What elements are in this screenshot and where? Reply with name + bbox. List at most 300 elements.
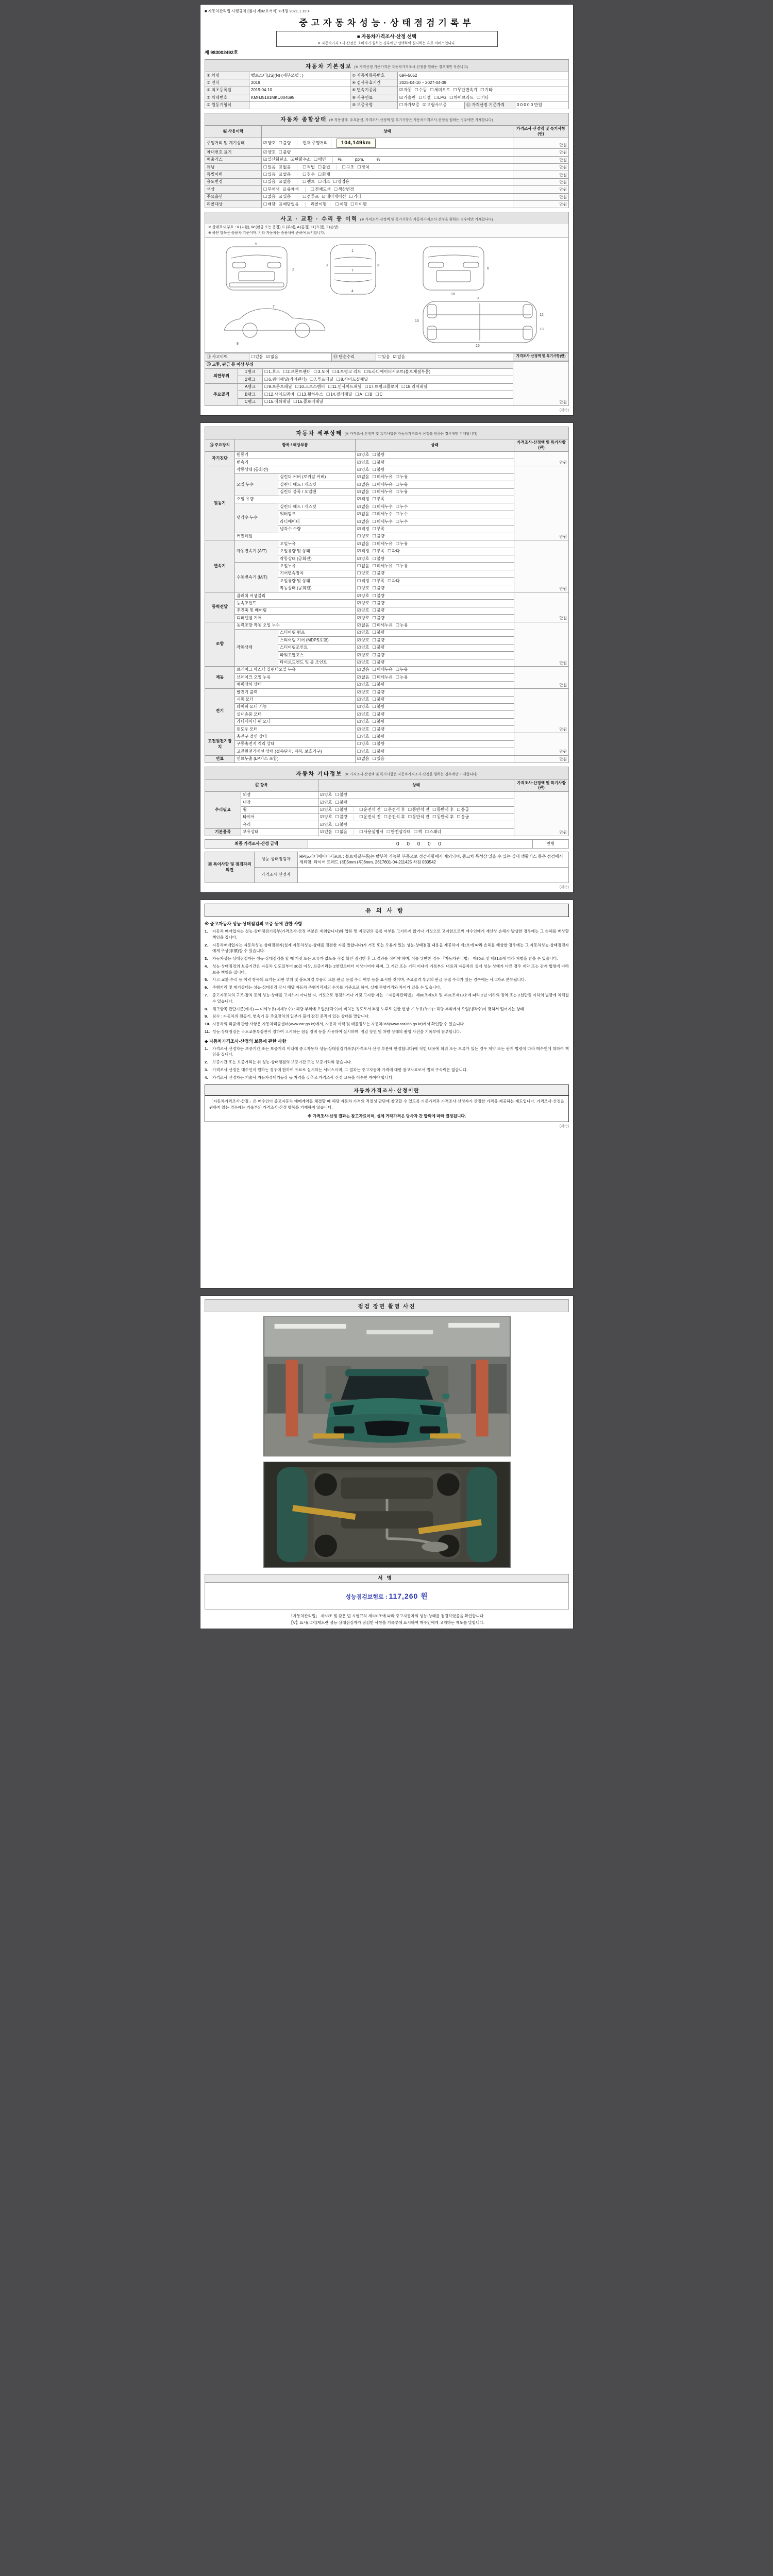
item-label: 내장	[241, 799, 318, 806]
checkbox-checked: ☑양호	[357, 637, 369, 642]
history-item-state	[262, 201, 513, 208]
opinion-author-label: 성능·상태점검자	[255, 852, 298, 868]
price-cell: 만원	[513, 193, 569, 200]
svg-text:16: 16	[475, 344, 480, 348]
checkbox-checked: ☑일산화탄소	[263, 157, 288, 162]
checkbox-unchecked: ☐리스	[317, 179, 330, 184]
checkbox-group	[297, 172, 333, 177]
checkbox-unchecked: ☐미세누유	[372, 482, 393, 487]
checkbox-unchecked: ☐불량	[372, 697, 385, 702]
item-label: 유리	[241, 821, 318, 828]
checkbox-unchecked: ☐있음	[372, 756, 385, 761]
field-label: ⑪ 가격산정 기준가격	[465, 101, 515, 109]
checkbox-group	[357, 675, 411, 680]
checkbox-group	[357, 527, 388, 532]
column-header: 상태	[262, 125, 513, 138]
checkbox-group	[357, 712, 388, 717]
item-label: 브레이크 마스터 실린더오일 누유	[235, 666, 356, 673]
checkbox-unchecked: ☐과다	[388, 549, 400, 554]
checkbox-unchecked: ☐사용설명서	[359, 829, 384, 835]
checkbox-group	[357, 519, 411, 524]
checkbox-checked: ☑양호	[357, 608, 369, 613]
rank-label: A랭크	[238, 383, 263, 391]
car-diagram-area	[205, 238, 569, 353]
checkbox-group	[357, 594, 388, 599]
svg-text:7: 7	[351, 269, 354, 273]
checkbox-unchecked: ☐불량	[372, 593, 385, 598]
checkbox-unchecked: ☐안전삼각대	[386, 829, 411, 835]
state-checkboxes	[356, 689, 514, 696]
checkbox-checked: ☑없음	[357, 674, 369, 680]
state-checkboxes	[356, 526, 514, 533]
state-checkboxes	[318, 791, 514, 799]
svg-text:9: 9	[476, 297, 479, 301]
price-cell: 만원	[513, 164, 569, 171]
price-cell: 만원	[513, 149, 569, 156]
checkbox-unchecked: ☐운전석 전	[359, 815, 381, 820]
checkbox-group	[357, 460, 388, 465]
state-checkboxes	[356, 674, 514, 681]
inspector-opinion-table	[205, 852, 569, 883]
group-label: 기본품목	[205, 828, 241, 836]
price-cell: 만원	[514, 755, 569, 762]
state-checkboxes	[356, 592, 514, 600]
item-label: 배력장치 상태	[235, 681, 356, 688]
checkbox-group	[357, 541, 411, 547]
checkbox-unchecked: ☐누유	[395, 667, 408, 672]
state-checkboxes	[356, 755, 514, 762]
checkbox-checked: ☑양호	[320, 822, 332, 827]
checkbox-group	[320, 792, 350, 798]
checkbox-group	[357, 474, 411, 480]
item-label: 실린더 헤드 / 개스킷	[278, 503, 356, 511]
checkbox-unchecked: ☐미세누유	[372, 667, 393, 672]
item-label: 실린더 커버 (로커암 커버)	[278, 473, 356, 481]
checkbox-unchecked: ☐부족	[372, 549, 385, 554]
page-title: 중고자동차성능·상태점검기록부	[299, 18, 475, 28]
state-checkboxes	[356, 726, 514, 733]
legal-footnote-line2: 【V】표시(고지)제도란 성능·상태점검자가 점검한 사항을 기록부에 표시하여 매수인에게 고지하는 제도를 말합니다.	[289, 1620, 485, 1625]
checkbox-unchecked: ☐누유	[395, 489, 408, 495]
checkbox-checked: ☑네비게이션	[322, 194, 346, 199]
notice-item: 3. 가격조사·산정은 매수인이 원하는 경우에 한하여 유료로 실시하는 서비스이며, 그 결과는 중고자동차 가격에 대한 참고자료로서 법적 구속력은 없습니다.	[205, 1067, 468, 1072]
state-checkboxes	[356, 718, 514, 725]
checkbox-unchecked: ☐12.사이드멤버	[264, 392, 294, 397]
checkbox-unchecked: ☐양호	[357, 734, 369, 739]
state-checkboxes	[318, 799, 514, 806]
panel-items	[263, 368, 513, 376]
checkbox-checked: ☑있음	[278, 194, 291, 199]
checkbox-unchecked: ☐동반석 후	[432, 807, 454, 812]
section-header-detail: 자동차 세부상태 (※ 가격조사·산정액 및 특기사항은 자동차가격조사·산정을 원하는 경우에만 기재합니다)	[205, 427, 569, 439]
checkbox-checked: ☑없음	[278, 164, 291, 170]
group-label: 변속기	[205, 540, 235, 592]
checkbox-unchecked: ☐디젤	[418, 95, 431, 100]
subgroup-label: 수동변속기 (M/T)	[235, 563, 278, 592]
checkbox-unchecked: ☐양호	[357, 749, 369, 754]
checkbox-unchecked: ☐과다	[388, 578, 400, 583]
checkbox-unchecked: ☐13.휠하우스	[297, 392, 324, 397]
legal-footnote	[205, 1613, 569, 1626]
checkbox-group	[263, 172, 294, 177]
item-label: 원동기	[235, 451, 356, 459]
checkbox-checked: ☑양호	[357, 645, 369, 650]
checkbox-group	[357, 719, 388, 724]
checkbox-checked: ☑적정	[357, 527, 369, 532]
checkbox-checked: ☑양호	[357, 600, 369, 605]
accident-legend-line2: ※ 하단 항목은 승용차 기준이며, 기타 자동차는 승용차에 준하여 표시합니다.	[208, 231, 325, 235]
column-header: 상태	[356, 439, 514, 451]
checkbox-group	[354, 807, 472, 812]
state-checkboxes	[356, 740, 514, 748]
checkbox-unchecked: ☐부족	[372, 578, 385, 583]
inspection-photo-front	[263, 1316, 511, 1456]
price-cell: 만원	[514, 666, 569, 688]
checkbox-unchecked: ☐불량	[335, 800, 348, 805]
checkbox-checked: ☑양호	[320, 800, 332, 805]
checkbox-group	[264, 384, 430, 389]
checkbox-group	[399, 95, 492, 100]
price-cell: 만원	[513, 178, 569, 185]
checkbox-checked: ☑없음	[357, 756, 369, 761]
checkbox-unchecked: ☐불량	[372, 600, 385, 605]
group-label: 전기	[205, 689, 235, 733]
group-label: 원동기	[205, 466, 235, 540]
svg-text:5: 5	[255, 243, 257, 247]
state-checkboxes	[356, 585, 514, 592]
state-checkboxes	[356, 659, 514, 666]
price-cell: 만원	[514, 622, 569, 666]
item-label: 클러치 어셈블리	[235, 592, 356, 600]
photo-area	[205, 1312, 569, 1574]
checkbox-unchecked: ☐불량	[278, 149, 291, 155]
state-checkboxes	[356, 637, 514, 644]
checkbox-checked: ☑양호	[320, 815, 332, 820]
checkbox-unchecked: ☐불량	[372, 608, 385, 613]
etc-info-table	[205, 779, 569, 836]
column-header: ⑰ 항목	[205, 779, 318, 792]
notice-item: 4. 성능·상태점검의 보증기간은 자동차 인도일부터 30일 이상, 보증거리는 2천킬로미터 이상이어야 하며, 그 기간 또는 거리 이내에 기록부의 내용과 자동차의 실제 성능·상태가 다른 경우 계약 또는 관계 법령에 따라 보증 책임을 집니다.	[205, 963, 569, 975]
checkbox-unchecked: ☐미세누수	[372, 519, 393, 524]
checkbox-group	[357, 638, 388, 643]
field-value	[398, 101, 465, 109]
checkbox-unchecked: ☐누유	[395, 563, 408, 568]
checkbox-unchecked: ☐불량	[372, 726, 385, 732]
state-checkboxes	[356, 629, 514, 636]
item-label: 스티어링 기어 (MDPS포함)	[278, 637, 356, 644]
checkbox-unchecked: ☐불량	[372, 630, 385, 635]
checkbox-unchecked: ☐불량	[335, 822, 348, 827]
state-checkboxes	[356, 570, 514, 577]
checkbox-unchecked: ☐구조	[342, 164, 355, 170]
definition-note: ※ 가격조사·산정 결과는 참고자료이며, 실제 거래가격은 당사자 간 합의에 따라 결정됩니다.	[307, 1113, 466, 1118]
simple-repair-checks	[376, 353, 513, 361]
checkbox-unchecked: ☐누유	[395, 541, 408, 546]
checkbox-unchecked: ☐기타	[477, 95, 489, 100]
checkbox-unchecked: ☐6.쿼터패널(리어펜더)	[264, 377, 307, 382]
checkbox-group	[263, 165, 294, 170]
checkbox-unchecked: ☐응급	[457, 815, 469, 820]
checkbox-unchecked: ☐해당	[263, 201, 276, 207]
checkbox-unchecked: ☐부족	[372, 497, 385, 502]
checkbox-checked: ☑없음	[357, 504, 369, 509]
checkbox-unchecked: ☐7.루프패널	[310, 377, 333, 382]
checkbox-checked: ☑양호	[357, 704, 369, 709]
section-header-photos: 점검 장면 촬영 사진	[205, 1299, 569, 1312]
form-sheet-3	[200, 900, 574, 1289]
state-checkboxes	[318, 828, 514, 836]
history-item-label: 주행거리 및 계기상태	[205, 138, 262, 149]
item-label: 고전원전기배선 상태 (접속단자, 피복, 보호기구)	[235, 748, 356, 755]
checkbox-unchecked: ☐불량	[372, 704, 385, 709]
checkbox-group	[354, 815, 472, 820]
field-value: 0 0 0 0 0 만원	[515, 101, 569, 109]
checkbox-unchecked: ☐불량	[372, 689, 385, 694]
form-reference: ■ 자동차관리법 시행규칙 [별지 제82호서식] <개정 2021.1.19.>	[205, 9, 310, 13]
checkbox-checked: ☑양호	[357, 689, 369, 694]
field-label: ④ 검사유효기간	[350, 79, 398, 87]
checkbox-unchecked: ☐누수	[395, 512, 408, 517]
checkbox-unchecked: ☐미세누유	[372, 674, 393, 680]
checkbox-group	[357, 512, 411, 517]
checkbox-unchecked: ☐기타	[349, 194, 362, 199]
state-checkboxes	[356, 666, 514, 673]
checkbox-checked: ☑양호	[357, 556, 369, 561]
checkbox-unchecked: ☐운전석 후	[383, 815, 405, 820]
checkbox-checked: ☑없음	[393, 354, 406, 359]
checkbox-unchecked: ☐불량	[372, 741, 385, 747]
checkbox-group	[357, 489, 411, 495]
svg-text:12: 12	[539, 313, 544, 317]
item-label: 실린더 블록 / 오일팬	[278, 488, 356, 496]
form-sheet-2	[200, 422, 574, 893]
field-value	[249, 101, 350, 109]
checkbox-unchecked: ☐17.트렁크플로어	[364, 384, 399, 389]
checkbox-checked: ☑해당없음	[278, 201, 299, 207]
price-cell: 만원	[514, 466, 569, 540]
checkbox-group	[264, 369, 433, 375]
checkbox-unchecked: ☐부족	[372, 527, 385, 532]
inspection-fee-label: 성능점검보험료 :	[345, 1594, 388, 1600]
checkbox-group	[357, 564, 411, 569]
checkbox-unchecked: ☐5.라디에이터서포트(볼트체결부품)	[364, 369, 431, 375]
history-item-label: 특별이력	[205, 171, 262, 178]
checkbox-group	[320, 822, 350, 827]
checkbox-unchecked: ☐렌트	[303, 179, 315, 184]
state-checkboxes	[356, 459, 514, 466]
checkbox-unchecked: ☐불량	[278, 141, 291, 146]
notice-item: 2. 자동차매매업자는 자동차성능·상태점검자(실제 자동차성능·상태를 점검한 자를 말합니다)가 거짓 또는 오류가 있는 성능·상태점검 내용을 제공하여 제1호에 따라 손해를 배상한 경우에는 그 자동차성능·상태점검자에게 구상(求償)할 수 있습니다.	[205, 942, 569, 954]
checkbox-unchecked: ☐2.프론트펜더	[283, 369, 311, 375]
checkbox-group	[399, 88, 496, 93]
history-item-label: 차대번호 표기	[205, 149, 262, 156]
checkbox-unchecked: ☐무단변속기	[453, 88, 478, 93]
history-item-state	[262, 178, 513, 185]
checkbox-unchecked: ☐불량	[372, 711, 385, 717]
item-label: 시동 모터	[235, 696, 356, 703]
svg-text:8: 8	[236, 342, 239, 346]
price-survey-select-title: ■ 자동차가격조사·산정 선택	[357, 34, 417, 40]
price-cell: 만원	[514, 451, 569, 466]
item-label: 라디에이터 팬 모터	[235, 718, 356, 725]
inspection-photo-underbody	[263, 1462, 511, 1568]
checkbox-group	[357, 601, 388, 606]
price-survey-select-box	[276, 31, 498, 47]
checkbox-group	[264, 399, 326, 404]
svg-text:3: 3	[377, 264, 379, 268]
checkbox-unchecked: ☐A	[355, 392, 362, 397]
subgroup-label: 오일 누수	[235, 473, 278, 496]
checkbox-unchecked: ☐불량	[372, 571, 385, 576]
checkbox-group	[354, 829, 444, 835]
item-label: 오일유량 및 상태	[278, 548, 356, 555]
svg-text:7: 7	[272, 305, 275, 309]
state-checkboxes	[356, 548, 514, 555]
final-price-value: 0 0 0 0 0	[308, 840, 533, 849]
checkbox-unchecked: ☐전체도색	[310, 187, 331, 192]
checkbox-unchecked: ☐누수	[395, 504, 408, 509]
checkbox-group	[357, 586, 388, 591]
checkbox-group	[357, 727, 388, 732]
checkbox-unchecked: ☐미세누유	[372, 474, 393, 480]
column-header: 가격조사·산정액 및 특기사항(란)	[514, 779, 569, 792]
state-checkboxes	[356, 533, 514, 540]
item-label: 휠	[241, 806, 318, 814]
item-label: 작동상태 (공회전)	[278, 585, 356, 592]
history-item-state	[262, 138, 513, 149]
group-label: 자기진단	[205, 451, 235, 466]
checkbox-checked: ☑탄화수소	[290, 157, 311, 162]
checkbox-unchecked: ☐불량	[372, 556, 385, 561]
checkbox-group	[357, 630, 388, 635]
history-item-label: 리콜대상	[205, 201, 262, 208]
checkbox-group	[320, 800, 350, 805]
checkbox-unchecked: ☐운전석 후	[383, 807, 405, 812]
notice-item: 5. 사고·교환·수리 등 이력 항목의 표기는 외판 부위 및 볼트체결 부품의 교환·판금·용접 수리 여부 등을 표시한 것이며, 주요골격 부위의 판금·용접 수리가 있는 경우에는 사고차로 분류됩니다.	[205, 977, 526, 982]
checkbox-unchecked: ☐없음	[335, 829, 348, 835]
group-label: 고전원전기장치	[205, 733, 235, 755]
checkbox-group	[357, 504, 411, 510]
history-item-state	[262, 164, 513, 171]
checkbox-group	[264, 392, 385, 397]
column-header: 항목 / 해당부품	[235, 439, 356, 451]
checkbox-group	[357, 497, 388, 502]
price-cell: 만원	[514, 689, 569, 733]
checkbox-group	[297, 179, 352, 184]
field-value: 2019	[249, 79, 350, 87]
checkbox-checked: ☑없음	[266, 354, 279, 359]
item-label: 라디에이터	[278, 518, 356, 526]
checkbox-checked: ☑양호	[357, 697, 369, 702]
checkbox-unchecked: ☐없음	[357, 563, 369, 568]
panel-items	[263, 383, 513, 391]
checkbox-group	[263, 202, 302, 207]
checkbox-unchecked: ☐운전석 전	[359, 807, 381, 812]
svg-text:6: 6	[486, 267, 489, 271]
checkbox-unchecked: ☐기타	[480, 88, 493, 93]
checkbox-unchecked: ☐불량	[372, 615, 385, 620]
svg-text:13: 13	[539, 328, 544, 332]
notice-item: 7. 중고자동차의 구조·장치 등의 성능·상태를 고지하지 아니한 자, 거짓으로 점검하거나 거짓 고지한 자는 「자동차관리법」 제80조제6호 및 제81조제19호에 따라 2년 이하의 징역 또는 2천만원 이하의 벌금에 처해질 수 있습니다.	[205, 992, 569, 1004]
checkbox-group	[263, 150, 294, 155]
svg-text:3: 3	[325, 264, 328, 268]
price-cell: 만원	[513, 171, 569, 178]
state-checkboxes	[356, 518, 514, 526]
checkbox-checked: ☑적정	[357, 497, 369, 502]
checkbox-unchecked: ☐누유	[395, 482, 408, 487]
form-sheet-4	[200, 1295, 574, 1629]
final-price-table	[205, 839, 569, 849]
checkbox-group	[357, 571, 388, 576]
state-checkboxes	[356, 652, 514, 659]
checkbox-unchecked: ☐15.대쉬패널	[264, 399, 291, 404]
document-number: 제 983002492호	[205, 50, 238, 55]
checkbox-unchecked: ☐미세누수	[372, 512, 393, 517]
checkbox-checked: ☑자동	[399, 88, 412, 93]
continued-marker-1: (계속)	[559, 408, 569, 412]
checkbox-checked: ☑양호	[357, 460, 369, 465]
checkbox-group	[337, 165, 373, 170]
item-label: 윈도우 모터	[235, 726, 356, 733]
item-label: 오일유량 및 상태	[278, 578, 356, 585]
checkbox-group	[357, 623, 411, 628]
document-column	[200, 4, 574, 1636]
notice-item: 6. 주행거리 및 계기상태는 성능·상태점검 당시 해당 자동차 주행거리계의 수치를 기준으로 하며, 실제 주행거리와 차이가 있을 수 있습니다.	[205, 985, 441, 990]
checkbox-unchecked: ☐양호	[357, 741, 369, 747]
checkbox-checked: ☑없음	[357, 541, 369, 546]
checkbox-unchecked: ☐동반석 전	[408, 807, 430, 812]
simple-repair-label: ⑭ 단순수리	[332, 353, 376, 361]
subgroup-label: 작동상태	[235, 629, 278, 666]
section-header-accident: 사고 · 교환 · 수리 등 이력 (※ 가격조사·산정액 및 특기사항은 자동차가격조사·산정을 원하는 경우에만 기재합니다)	[205, 212, 569, 224]
checkbox-group	[357, 690, 388, 695]
state-checkboxes	[356, 703, 514, 710]
checkbox-unchecked: ☐불량	[372, 534, 385, 539]
basic-info-table	[205, 72, 569, 109]
column-header: ⑫ 사용이력	[205, 125, 262, 138]
accident-history-label: ⑬ 사고이력	[205, 353, 249, 361]
checkbox-unchecked: ☐불량	[372, 660, 385, 665]
checkbox-unchecked: ☐미이행	[350, 201, 367, 207]
checkbox-checked: ☑없음	[357, 512, 369, 517]
item-label: 추진축 및 베어링	[235, 607, 356, 614]
panel-group-label: 외판부위	[205, 368, 238, 383]
checkbox-unchecked: ☐14.필러패널	[326, 392, 352, 397]
checkbox-unchecked: ☐양호	[357, 571, 369, 576]
checkbox-group	[357, 645, 388, 650]
item-label: 타이어	[241, 814, 318, 821]
checkbox-unchecked: ☐불량	[335, 807, 348, 812]
checkbox-group	[357, 682, 388, 687]
checkbox-group	[320, 829, 350, 835]
item-label: 작동상태 (공회전)	[278, 555, 356, 563]
final-price-unit: 만원	[533, 840, 569, 849]
checkbox-group	[263, 187, 302, 192]
checkbox-unchecked: ☐미세누유	[372, 563, 393, 568]
checkbox-unchecked: ☐양호	[357, 586, 369, 591]
item-label: 오일 유량	[235, 496, 356, 503]
checkbox-group	[264, 377, 371, 382]
checkbox-group	[378, 354, 408, 360]
checkbox-unchecked: ☐1.후드	[264, 369, 280, 375]
inline-text: 리콜이행	[305, 202, 327, 207]
item-label: 스티어링 펌프	[278, 629, 356, 636]
checkbox-unchecked: ☐장치	[357, 164, 369, 170]
notices-subhead-1: ※ 중고자동차 성능·상태점검의 보증 등에 관한 사항	[205, 921, 303, 927]
final-price-label: 최종 가격조사·산정 금액	[205, 840, 308, 849]
section-header-overall: 자동차 종합상태 (※ 작동상태, 주요옵션, 가격조사·산정액 및 특기사항은 자동차가격조사·산정을 원하는 경우에만 기재합니다)	[205, 113, 569, 125]
checkbox-checked: ☑없음	[278, 172, 291, 177]
